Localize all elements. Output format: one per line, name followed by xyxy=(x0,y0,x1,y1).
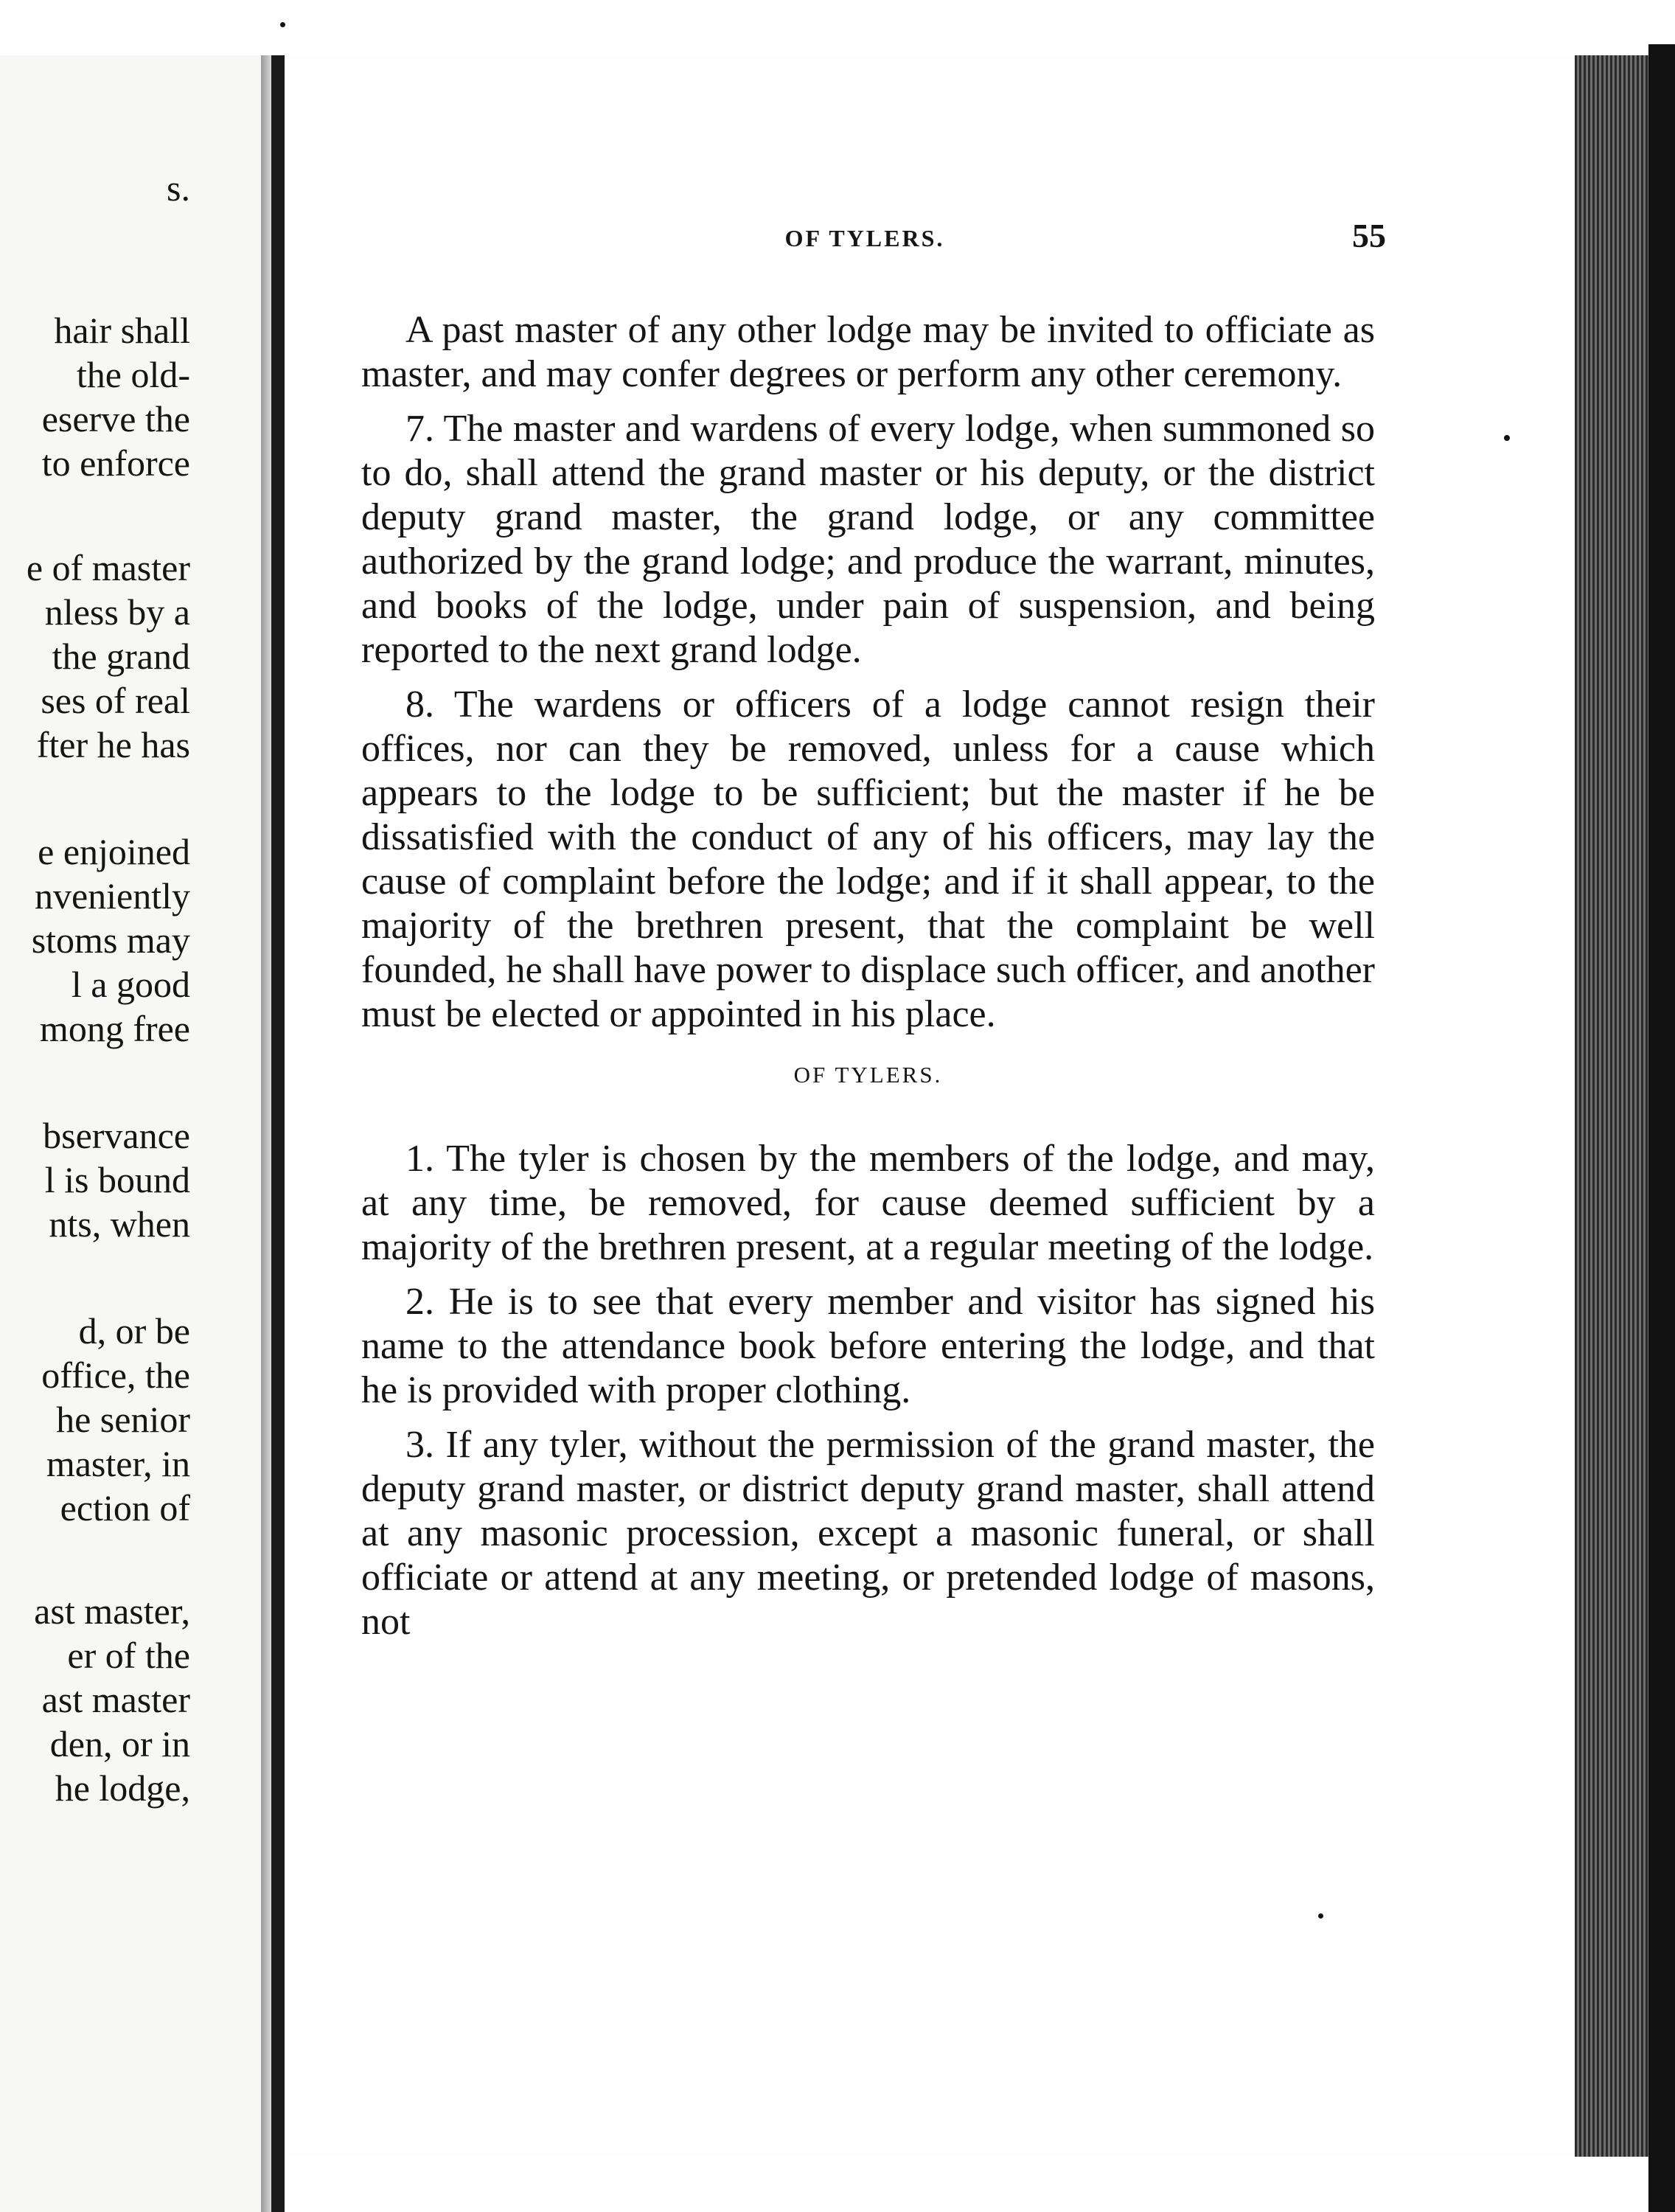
left-page-line: ses of real xyxy=(41,680,190,721)
running-head: OF TYLERS. xyxy=(784,225,945,251)
page-edges xyxy=(1575,55,1648,2157)
left-page-line: hair shall xyxy=(54,310,190,351)
tylers-paragraph-3: 3. If any tyler, without the permission of the grand master, the deputy grand master, or district deputy grand master, shall attend at any masonic procession, except a masonic funeral, or shall officiate or attend at any meeting, or pretended lodge of masons, not xyxy=(361,1424,1375,1643)
speck xyxy=(280,22,285,27)
left-facing-page xyxy=(0,55,261,2212)
left-page-line: he senior xyxy=(56,1399,190,1440)
left-page-line: den, or in xyxy=(49,1723,190,1764)
page-text xyxy=(361,308,1375,1644)
left-page-line: nveniently xyxy=(34,875,190,917)
left-page-line: fter he has xyxy=(36,724,190,765)
binding-shadow xyxy=(261,55,271,2212)
left-page-line: he lodge, xyxy=(55,1767,190,1809)
left-page-line: office, the xyxy=(41,1354,190,1396)
scan-bottom-margin xyxy=(285,2157,1575,2212)
left-page-line: e enjoined xyxy=(38,831,190,872)
scan-top-margin xyxy=(0,0,1675,55)
speck xyxy=(1318,1913,1323,1919)
left-page-line: d, or be xyxy=(78,1310,190,1352)
left-page-line: mong free xyxy=(39,1008,190,1049)
section-heading: OF TYLERS. xyxy=(793,1062,943,1088)
left-page-line: er of the xyxy=(67,1635,190,1676)
left-page-line: nts, when xyxy=(49,1203,190,1245)
left-page-line: the grand xyxy=(52,636,190,677)
left-page-line: the old- xyxy=(76,354,190,395)
page-number: 55 xyxy=(1352,217,1386,254)
left-page-line: ast master xyxy=(41,1679,190,1720)
paragraph-past-master: A past master of any other lodge may be invited to officiate as master, and may confer degrees or perform any other ceremony. xyxy=(361,309,1375,395)
paragraph-7: 7. The master and wardens of every lodge, when summoned so to do, shall attend the grand master or his deputy, or the district deputy grand master, the grand lodge, or any committee authorized by the grand lodge; and produce the warrant, minutes, and books of the lodge, under pain of suspension, and being reported to the next grand lodge. xyxy=(361,408,1375,671)
left-page-line: e of master xyxy=(26,547,190,588)
left-page-line: stoms may xyxy=(31,919,190,961)
tylers-paragraph-1: 1. The tyler is chosen by the members of the lodge, and may, at any time, be removed, for cause deemed sufficient by a majority of the brethren present, at a regular meeting of the lodge. xyxy=(361,1138,1375,1268)
left-page-line: s. xyxy=(167,167,190,209)
left-page-line: bservance xyxy=(43,1115,190,1156)
left-page-line: ast master, xyxy=(34,1590,190,1632)
speck xyxy=(1504,435,1510,441)
left-page-line: ection of xyxy=(60,1487,190,1528)
book-gutter xyxy=(271,55,285,2212)
left-page-line: nless by a xyxy=(44,591,190,633)
left-page-line: master, in xyxy=(46,1443,190,1484)
book-cover-edge xyxy=(1648,44,1675,2212)
left-page-line: eserve the xyxy=(41,398,190,439)
left-page-line: l a good xyxy=(71,964,190,1005)
tylers-paragraph-2: 2. He is to see that every member and visitor has signed his name to the attendance book before entering the lodge, and that he is provided with proper clothing. xyxy=(361,1281,1375,1411)
left-page-line: l is bound xyxy=(44,1159,190,1200)
left-page-line: to enforce xyxy=(41,442,190,484)
paragraph-8: 8. The wardens or officers of a lodge cannot resign their offices, nor can they be removed, unless for a cause which appears to the lodge to be sufficient; but the master if he be dissatisfied with the conduct of any of his officers, may lay the cause of complaint before the lodge; and if it shall appear, to the majority of the brethren present, that the complaint be well founded, he shall have power to displace such officer, and another must be elected or appointed in his place. xyxy=(361,684,1375,1035)
